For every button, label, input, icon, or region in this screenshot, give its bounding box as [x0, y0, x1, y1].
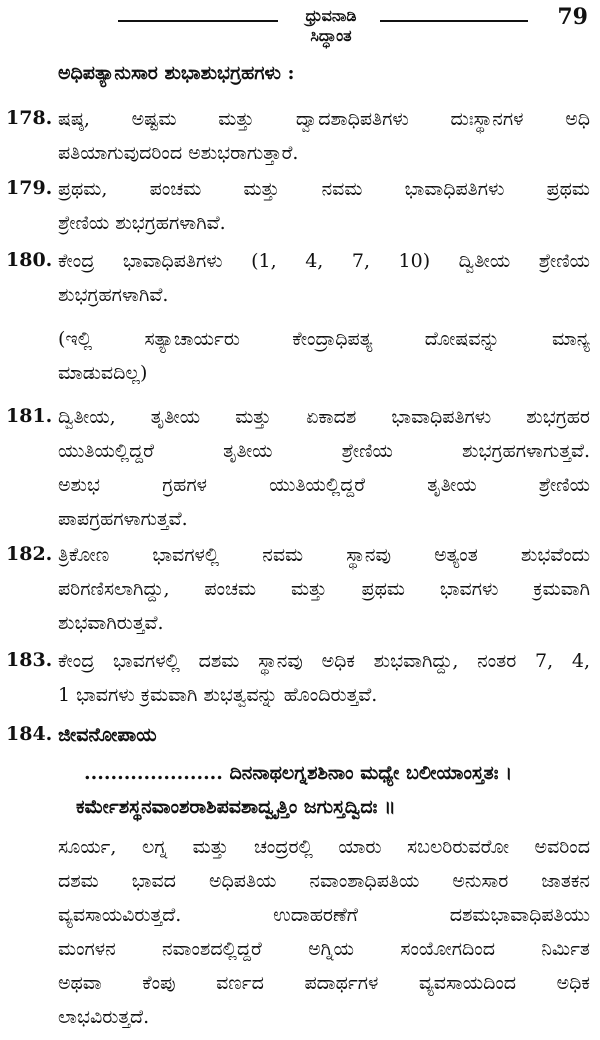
entry-line: ಪರಿಗಣಿಸಲಾಗಿದ್ದು, ಪಂಚಮ ಮತ್ತು ಪ್ರಥಮ ಭಾವಗಳು ಕ್ರಮವಾಗಿ — [58, 578, 590, 600]
body-line: ಅಥವಾ ಕೆಂಪು ವರ್ಣದ ಪದಾರ್ಥಗಳ ವ್ಯವಸಾಯದಿಂದ ಅಧಿಕ — [58, 972, 590, 994]
entry-line: 1 ಭಾವಗಳು ಕ್ರಮವಾಗಿ ಶುಭತ್ವವನ್ನು ಹೊಂದಿರುತ್ತವೆ. — [58, 684, 378, 706]
entry-line: ಷಷ್ಠ, ಅಷ್ಟಮ ಮತ್ತು ದ್ವಾದಶಾಧಿಪತಿಗಳು ದುಃಸ್ಥಾನಗಳ ಅಧಿ — [58, 108, 590, 130]
entry-line: ಯುತಿಯಲ್ಲಿದ್ದರೆ ತೃತೀಯ ಶ್ರೇಣಿಯ ಶುಭಗ್ರಹಗಳಾಗುತ್ತವೆ. — [58, 440, 590, 462]
page-number: 79 — [557, 4, 588, 30]
entry-number: 181. — [6, 405, 53, 427]
body-line: ವ್ಯವಸಾಯವಿರುತ್ತದೆ. ಉದಾಹರಣೆಗೆ ದಶಮಭಾವಾಧಿಪತಿಯು — [58, 904, 590, 926]
verse-line: ಕರ್ಮೇಶಸ್ಥನವಾಂಶರಾಶಿಪವಶಾದ್ವೃತ್ತಿಂ ಜಗುಸ್ತದ್ವಿದಃ ॥ — [76, 796, 396, 818]
entry-heading: ಜೀವನೋಪಾಯ — [58, 724, 157, 746]
body-line: ದಶಮ ಭಾವದ ಅಧಿಪತಿಯ ನವಾಂಶಾಧಿಪತಿಯ ಅನುಸಾರ ಜಾತಕನ — [58, 870, 590, 892]
entry-note-line: (ಇಲ್ಲಿ ಸತ್ಯಾಚಾರ್ಯರು ಕೇಂದ್ರಾಧಿಪತ್ಯ ದೋಷವನ್ನು ಮಾನ್ಯ — [58, 328, 590, 350]
entry-number: 180. — [6, 249, 53, 271]
header-rule-left — [118, 20, 278, 22]
header-rule-right — [380, 20, 528, 22]
entry-line: ಪಾಪಗ್ರಹಗಳಾಗುತ್ತವೆ. — [58, 508, 188, 530]
section-heading: ಅಧಿಪತ್ಯಾನುಸಾರ ಶುಭಾಶುಭಗ್ರಹಗಳು : — [58, 62, 295, 84]
header-title: ಧ್ರುವನಾಡಿ ಸಿದ್ಧಾಂತ — [305, 6, 357, 45]
entry-line: ಶುಭಗ್ರಹಗಳಾಗಿವೆ. — [58, 284, 169, 306]
entry-line: ಕೇಂದ್ರ ಭಾವಗಳಲ್ಲಿ ದಶಮ ಸ್ಥಾನವು ಅಧಿಕ ಶುಭವಾಗಿದ್ದು, ನಂತರ 7, 4, — [58, 650, 590, 672]
entry-line: ಅಶುಭ ಗ್ರಹಗಳ ಯುತಿಯಲ್ಲಿದ್ದರೆ ತೃತೀಯ ಶ್ರೇಣಿಯ — [58, 474, 590, 496]
entry-number: 179. — [6, 177, 53, 199]
running-header — [0, 4, 600, 45]
entry-line: ಶುಭವಾಗಿರುತ್ತವೆ. — [58, 612, 164, 634]
body-line: ಮಂಗಳನ ನವಾಂಶದಲ್ಲಿದ್ದರೆ ಅಗ್ನಿಯ ಸಂಯೋಗದಿಂದ ನಿರ್ಮಿತ — [58, 938, 590, 960]
body-line: ಸೂರ್ಯ, ಲಗ್ನ ಮತ್ತು ಚಂದ್ರರಲ್ಲಿ ಯಾರು ಸಬಲರಿರುವರೋ ಅವರಿಂದ — [58, 836, 590, 858]
entry-number: 182. — [6, 543, 53, 565]
entry-line: ಶ್ರೇಣಿಯ ಶುಭಗ್ರಹಗಳಾಗಿವೆ. — [58, 212, 226, 234]
entry-number: 178. — [6, 107, 53, 129]
entry-line: ದ್ವಿತೀಯ, ತೃತೀಯ ಮತ್ತು ಏಕಾದಶ ಭಾವಾಧಿಪತಿಗಳು ಶುಭಗ್ರಹರ — [58, 406, 590, 428]
entry-line: ತ್ರಿಕೋಣ ಭಾವಗಳಲ್ಲಿ ನವಮ ಸ್ಥಾನವು ಅತ್ಯಂತ ಶುಭವೆಂದು — [58, 544, 590, 566]
entry-line: ಕೇಂದ್ರ ಭಾವಾಧಿಪತಿಗಳು (1, 4, 7, 10) ದ್ವಿತೀಯ ಶ್ರೇಣಿಯ — [58, 250, 590, 272]
verse-line: ..................... ದಿನನಾಥಲಗ್ನಶಶಿನಾಂ ಮಧ್ಯೇ ಬಲೀಯಾಂಸ್ತತಃ । — [84, 762, 513, 784]
entry-number: 184. — [6, 723, 53, 745]
entry-line: ಪತಿಯಾಗುವುದರಿಂದ ಅಶುಭರಾಗುತ್ತಾರೆ. — [58, 142, 299, 164]
entry-note-line: ಮಾಡುವದಿಲ್ಲ) — [58, 362, 148, 384]
entry-number: 183. — [6, 649, 53, 671]
body-line: ಲಾಭವಿರುತ್ತದೆ. — [58, 1006, 150, 1028]
entry-line: ಪ್ರಥಮ, ಪಂಚಮ ಮತ್ತು ನವಮ ಭಾವಾಧಿಪತಿಗಳು ಪ್ರಥಮ — [58, 178, 590, 200]
